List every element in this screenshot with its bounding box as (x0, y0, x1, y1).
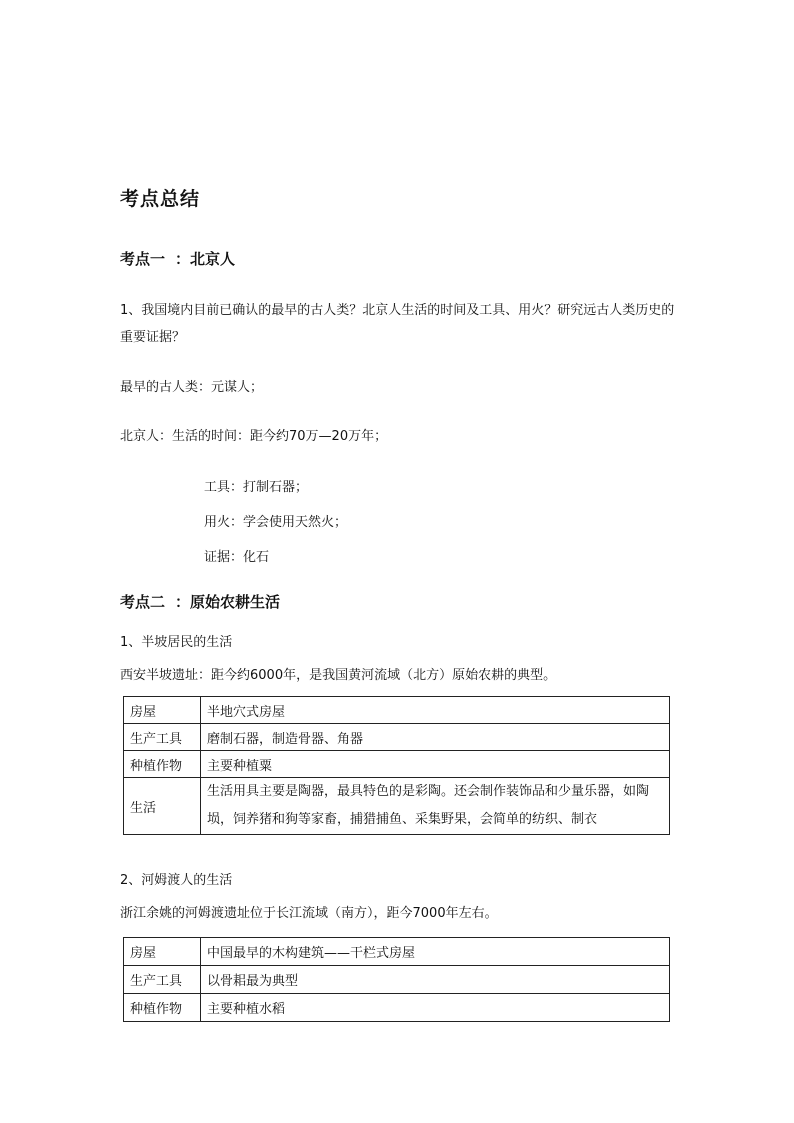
banpo-table (123, 696, 670, 835)
table-row (124, 778, 670, 835)
question-paragraph: 1、我国境内目前已确认的最早的古人类？北京人生活的时间及工具、用火？研究远古人类历史的重要证据？ (120, 303, 675, 345)
hemudu-table (123, 937, 670, 1022)
fire-line: 用火：学会使用天然火； (204, 515, 348, 530)
section-2-label: 考点二 (120, 593, 166, 611)
section-1-colon: ： (175, 250, 191, 268)
evidence-line: 证据：化石 (204, 550, 270, 565)
table-cell-label: 房屋 (124, 938, 201, 966)
hemudu-subheading: 2、河姆渡人的生活 (120, 873, 233, 888)
table-row (124, 751, 670, 778)
banpo-subheading: 1、半坡居民的生活 (120, 635, 233, 650)
table-cell-label: 生活 (124, 778, 201, 835)
section-heading-2 (120, 591, 280, 612)
table-row (124, 938, 670, 966)
section-1-label: 考点一 (120, 250, 166, 268)
section-2-colon: ： (175, 593, 191, 611)
table-row (124, 724, 670, 751)
peking-man-time-line: 北京人：生活的时间：距今约70万—20万年； (120, 429, 388, 444)
hemudu-intro: 浙江余姚的河姆渡遗址位于长江流域（南方），距今7000年左右。 (120, 906, 498, 921)
table-cell-value: 主要种植水稻 (201, 994, 670, 1022)
section-heading-1 (120, 248, 235, 269)
page-title: 考点总结 (120, 188, 201, 210)
table-cell-label: 种植作物 (124, 994, 201, 1022)
table-cell-value: 以骨耜最为典型 (201, 966, 670, 994)
table-cell-label: 生产工具 (124, 724, 201, 751)
table-row (124, 994, 670, 1022)
section-1-topic: 北京人 (190, 250, 236, 268)
table-cell-value: 生活用具主要是陶器，最具特色的是彩陶。还会制作装饰品和少量乐器，如陶埙，饲养猪和狗等家畜，捕猎捕鱼、采集野果，会简单的纺织、制衣 (201, 778, 670, 835)
banpo-intro: 西安半坡遗址：距今约6000年，是我国黄河流域（北方）原始农耕的典型。 (120, 668, 557, 683)
earliest-human-line: 最早的古人类：元谋人； (120, 380, 264, 395)
table-row (124, 966, 670, 994)
table-row (124, 697, 670, 724)
section-2-topic: 原始农耕生活 (190, 593, 281, 611)
table-cell-label: 生产工具 (124, 966, 201, 994)
table-cell-value: 中国最早的木构建筑——干栏式房屋 (201, 938, 670, 966)
tools-line: 工具：打制石器； (204, 480, 309, 495)
table-cell-label: 种植作物 (124, 751, 201, 778)
table-cell-value: 主要种植粟 (201, 751, 670, 778)
table-cell-value: 磨制石器，制造骨器、角器 (201, 724, 670, 751)
table-cell-value: 半地穴式房屋 (201, 697, 670, 724)
table-cell-label: 房屋 (124, 697, 201, 724)
